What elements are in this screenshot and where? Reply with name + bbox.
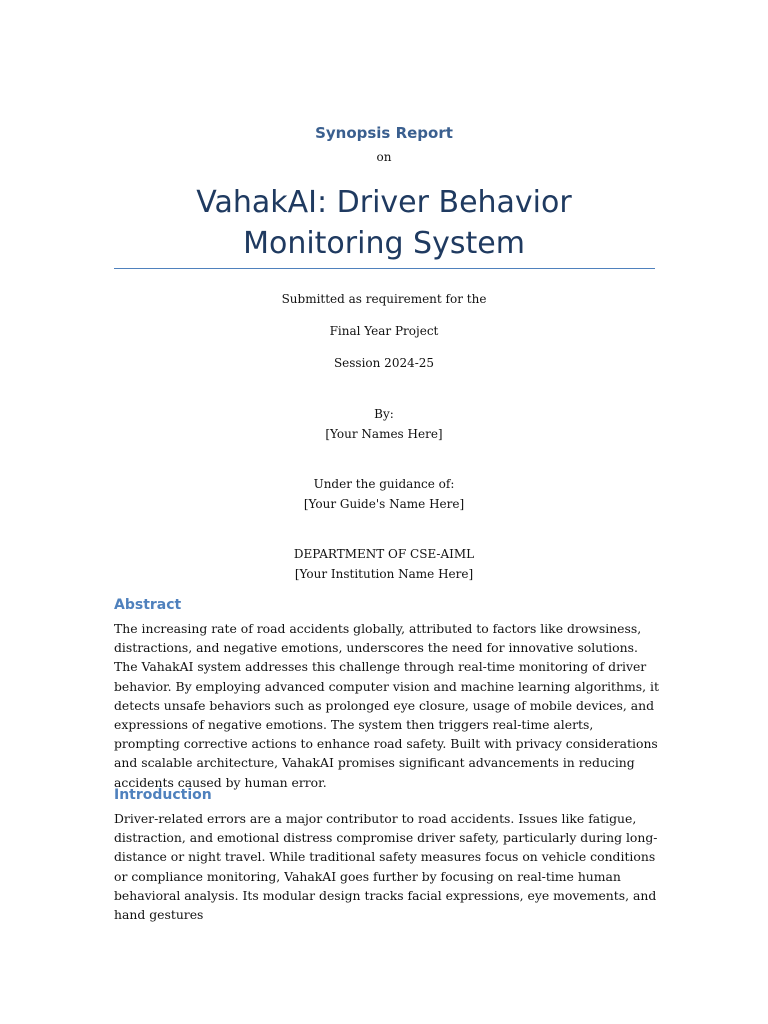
author-names: [Your Names Here] bbox=[325, 427, 443, 441]
abstract-paragraph: The increasing rate of road accidents globally, attributed to factors like drowsiness, distractions, and negative emotions, underscores the need for innovative solutions. The VahakAI system addresses this challenge through real-time monitoring of driver behavior. By employing advanced computer vision and machine learning algorithms, it detects unsafe behaviors such as prolonged eye closure, usage of mobile devices, and expressions of negative emotions. The system then triggers real-time alerts, prompting corrective actions to enhance road safety. Built with privacy considerations and scalable architecture, VahakAI promises significant advancements in reducing accidents caused by human error. bbox=[114, 621, 659, 790]
title-divider bbox=[114, 268, 655, 269]
project-line: Final Year Project bbox=[329, 324, 439, 338]
on-label: on bbox=[376, 150, 392, 164]
department-name: DEPARTMENT OF CSE-AIML bbox=[293, 547, 475, 561]
institution-name: [Your Institution Name Here] bbox=[294, 567, 474, 581]
session-line: Session 2024-25 bbox=[333, 356, 435, 370]
guide-name: [Your Guide's Name Here] bbox=[303, 497, 465, 511]
introduction-paragraph: Driver-related errors are a major contributor to road accidents. Issues like fatigue, distraction, and emotional distress compromise driver safety, particularly during long-distance or night travel. While traditional safety measures focus on vehicle conditions or compliance monitoring, VahakAI goes further by focusing on real-time human behavioral analysis. Its modular design tracks facial expressions, eye movements, and hand gestures bbox=[114, 811, 658, 923]
document-title: VahakAI: Driver Behavior Monitoring System bbox=[196, 185, 572, 261]
abstract-heading: Abstract bbox=[114, 597, 182, 613]
report-subtitle: Synopsis Report bbox=[315, 124, 453, 142]
introduction-heading: Introduction bbox=[114, 787, 212, 803]
by-label: By: bbox=[374, 407, 394, 421]
submitted-line: Submitted as requirement for the bbox=[281, 292, 487, 306]
guidance-label: Under the guidance of: bbox=[313, 477, 455, 491]
